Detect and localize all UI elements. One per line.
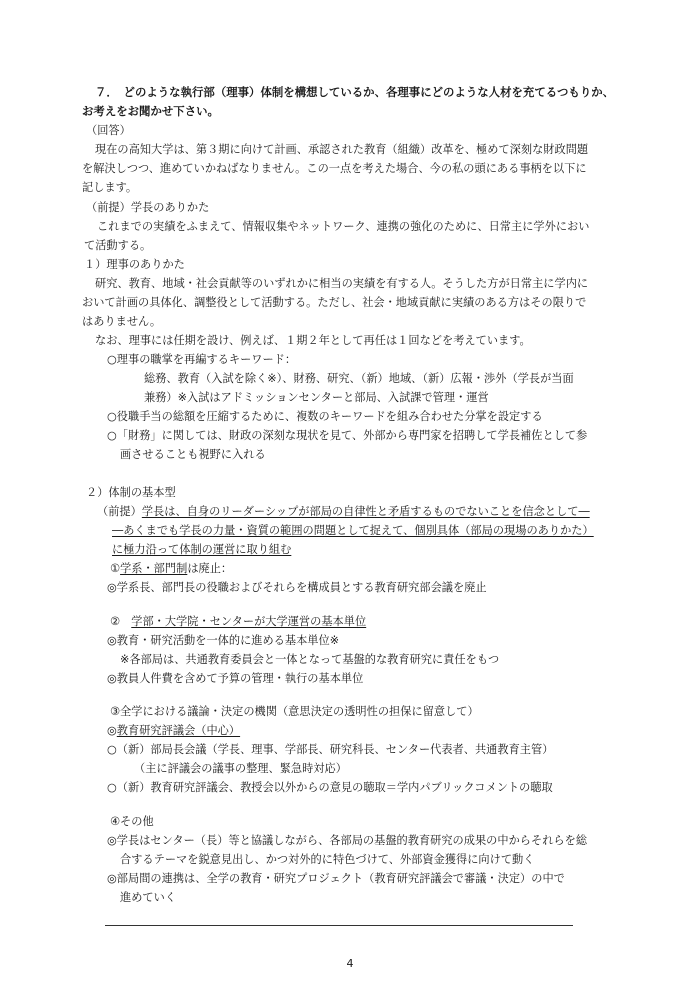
text-line-sub3-item-3	[134, 761, 347, 777]
footer-rule	[105, 925, 573, 926]
text-line-lead: ③全学における議論・決定の機関（意思決定の透明性の担保に留意して）	[110, 705, 479, 718]
text-line-lead: ○（新）教育研究評議会、教授会以外からの意見の聴取＝学内パブリックコメントの聴取	[107, 781, 553, 794]
text-line-sub3-heading	[110, 704, 479, 720]
text-line-lead: 記します。	[82, 181, 138, 194]
text-line-sec2-premise-3	[112, 542, 291, 558]
text-line-lead: ○理事の職掌を再編するキーワード：	[107, 353, 297, 366]
text-line-sec1-allowance	[107, 409, 543, 425]
text-line-premise-president-1	[97, 219, 589, 235]
text-line-intro-1	[95, 142, 588, 158]
text-line-emphasis: 学長は、自身のリーダーシップが部局の自律性と矛盾するものでないことを信念として―	[141, 505, 590, 518]
text-line-answer-label	[86, 123, 131, 139]
text-line-lead: ―あくまでも学長の力量・資質の範囲の問題として捉えて、個別具体（部局の現場のありかた）	[112, 524, 594, 537]
text-line-emphasis: 教育研究評議会（中心）	[116, 724, 241, 737]
text-line-lead: ◎学系長、部門長の役職およびそれらを構成員とする教育研究部会議を廃止	[107, 581, 487, 594]
text-line-lead: 兼務）※入試はアドミッションセンターと部局、入試課で管理・運営	[144, 391, 489, 404]
text-line-lead: 進めていく	[120, 891, 177, 904]
text-line-lead: はありません。	[82, 315, 162, 328]
text-line-lead: （前提）	[97, 505, 142, 518]
page-number: 4	[346, 957, 354, 970]
text-line-sec1-finance-1	[107, 428, 587, 444]
text-line-sub2-item-2	[120, 652, 499, 668]
text-line-lead: （主に評議会の議事の整理、緊急時対応）	[134, 762, 347, 775]
text-line-sec2-premise-1	[97, 504, 590, 520]
text-line-sec1-p1	[95, 276, 588, 292]
text-line-lead: 研究、教育、地域・社会貢献等のいずれかに相当の実績を有する人。そうした方が日常主に学内に	[95, 277, 589, 290]
text-line-trail: は廃止：	[187, 562, 233, 575]
text-line-sub2-item-1	[107, 633, 339, 649]
text-line-lead: ◎教員人件費を含めて予算の管理・執行の基本単位	[107, 672, 364, 685]
text-line-sub1-heading	[110, 561, 232, 577]
text-line-lead: を解決しつつ、進めていかねばなりません。この一点を考えた場合、今の私の頭にある事柄を以下に	[82, 162, 587, 175]
text-line-lead: ○役職手当の総額を圧縮するために、複数のキーワードを組み合わせた分掌を設定する	[107, 410, 543, 423]
text-line-lead: ７． どのような執行部（理事）体制を構想しているか、各理事にどのような人材を充てるつもりか、	[95, 85, 615, 99]
text-line-lead: これまでの実績をふまえて、情報収集やネットワーク、連携の強化のために、日常主に学外におい	[97, 220, 590, 233]
text-line-premise-president	[86, 200, 209, 216]
text-line-lead: 現在の高知大学は、第３期に向けて計画、承認された教育（組織）改革を、極めて深刻な財政問題	[95, 143, 589, 156]
text-line-lead: お考えをお聞かせ下さい。	[82, 104, 219, 118]
text-line-lead: ①	[110, 562, 121, 575]
text-line-premise-president-2	[84, 238, 151, 254]
text-line-sub2-heading	[110, 614, 366, 630]
text-line-sub3-item-2	[107, 742, 553, 758]
text-line-sec1-kw-1	[144, 371, 574, 387]
text-line-sub2-item-3	[107, 671, 363, 687]
text-line-lead: ◎学長はセンター（長）等と協議しながら、各部局の基盤的教育研究の成果の中からそれらを総	[107, 834, 588, 847]
text-line-sub1-item	[107, 580, 487, 596]
text-line-sec1-term	[95, 333, 531, 349]
text-line-sec2-premise-2	[112, 523, 594, 539]
text-line-sec1-p2	[82, 295, 586, 311]
text-line-sub4-item-2	[120, 852, 534, 868]
text-line-emphasis: 学部・大学院・センターが大学運営の基本単位	[131, 615, 367, 628]
text-line-lead: ２）体制の基本型	[86, 486, 176, 499]
text-line-lead: て活動する。	[84, 239, 152, 252]
text-line-lead: 画させることも視野に入れる	[120, 448, 266, 461]
text-line-lead: （前提）学長のありかた	[86, 201, 210, 214]
text-line-lead: ④その他	[110, 815, 154, 828]
text-line-lead: ◎	[107, 724, 117, 737]
text-line-sec1-heading	[84, 257, 185, 273]
text-line-sec2-heading	[86, 485, 176, 501]
text-line-lead: 総務、教育（入試を除く※）、財務、研究、（新）地域、（新）広報・渉外（学長が当面	[144, 372, 574, 385]
text-line-sec1-kw-2	[144, 390, 489, 406]
text-line-sub4-item-4	[120, 890, 176, 906]
text-line-lead: ◎教育・研究活動を一体的に進める基本単位※	[107, 634, 340, 647]
text-line-sub3-item-4	[107, 780, 553, 796]
text-line-sub4-item-3	[107, 871, 565, 887]
text-line-lead: （回答）	[86, 124, 131, 137]
text-line-lead: ○（新）部局長会議（学長、理事、学部長、研究科長、センター代表者、共通教育主管）	[107, 743, 554, 756]
text-line-intro-2	[82, 161, 587, 177]
text-line-q7-title-2	[82, 103, 219, 119]
text-line-intro-3	[82, 180, 137, 196]
text-line-lead: 合するテーマを鋭意見出し、かつ対外的に特色づけて、外部資金獲得に向けて動く	[120, 853, 535, 866]
text-line-sub4-item-1	[107, 833, 587, 849]
text-line-sec1-finance-2	[120, 447, 266, 463]
text-line-lead: ○「財務」に関しては、財政の深刻な現状を見て、外部から専門家を招聘して学長補佐として参	[107, 429, 588, 442]
text-line-emphasis: 学系・部門制	[120, 562, 188, 575]
text-line-lead: １）理事のありかた	[84, 258, 185, 271]
text-line-q7-title-1	[95, 84, 614, 100]
text-line-lead: おいて計画の具体化、調整役として活動する。ただし、社会・地域貢献に実績のある方はその限りで	[82, 296, 587, 309]
text-line-lead: ◎部局間の連携は、全学の教育・研究プロジェクト（教育研究評議会で審議・決定）の中で	[107, 872, 565, 885]
text-line-sec1-p3	[82, 314, 161, 330]
text-line-sub3-item-1	[107, 723, 240, 739]
text-line-lead: ※各部局は、共通教育委員会と一体となって基盤的な教育研究に責任をもつ	[120, 653, 500, 666]
text-line-lead: ②	[110, 615, 132, 628]
text-line-sec1-kw-head	[107, 352, 296, 368]
text-line-sub4-heading	[110, 814, 154, 830]
text-line-lead: なお、理事には任期を設け、例えば、１期２年として再任は１回などを考えています。	[95, 334, 531, 347]
text-line-lead: に極力沿って体制の運営に取り組む	[112, 543, 292, 556]
